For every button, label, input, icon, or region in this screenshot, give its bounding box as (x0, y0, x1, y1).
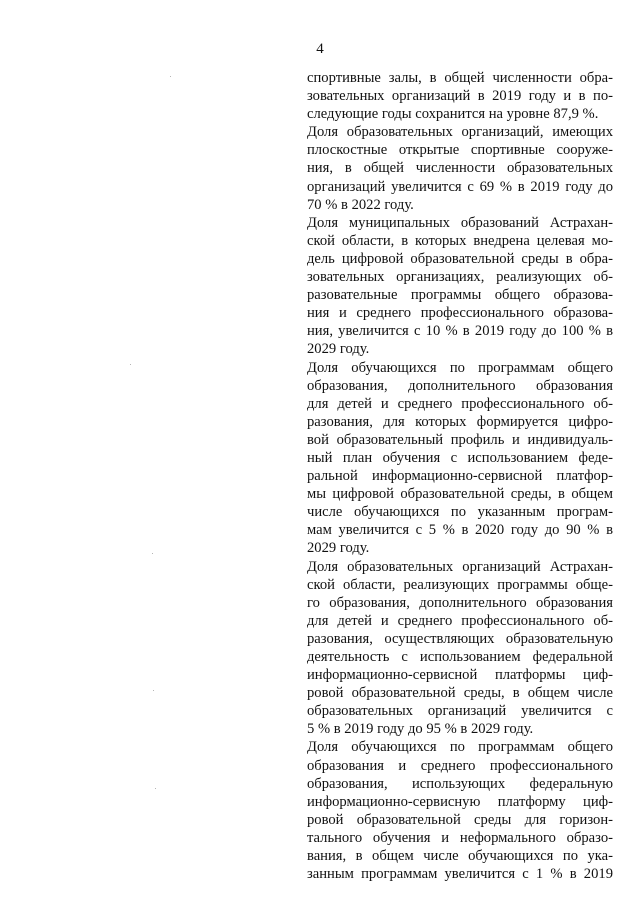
scan-speck (170, 76, 171, 77)
scan-speck (130, 364, 131, 365)
text-line: ный план обучения с использованием феде- (307, 449, 613, 466)
scan-speck (153, 690, 154, 691)
text-line: спортивные залы, в общей численности обра- (307, 70, 613, 86)
text-line: образования и среднего профессионального (307, 757, 613, 774)
text-line: плоскостные открытые спортивные сооруже- (307, 142, 613, 159)
paragraph (307, 69, 613, 123)
paragraph (307, 214, 613, 359)
text-line: разования, для которых формируется цифро- (307, 413, 613, 430)
page-number: 4 (316, 41, 324, 57)
text-line: для детей и среднего профессионального об- (307, 612, 613, 629)
text-line: ния, в общей численности образовательных (307, 160, 613, 177)
paragraph (307, 558, 613, 739)
text-line: 2029 году. (307, 341, 370, 358)
paragraph (307, 123, 613, 213)
text-line: ния и среднего профессионального образова- (307, 305, 613, 322)
text-line: 70 % в 2022 году. (307, 196, 414, 213)
text-line: вой образовательный профиль и индивидуаль- (307, 431, 613, 448)
text-line: для детей и среднего профессионального об- (307, 395, 613, 412)
text-line: информационно-сервисную платформу циф- (307, 793, 613, 810)
paragraph (307, 359, 613, 558)
text-line: деятельность с использованием федеральной (307, 649, 613, 665)
text-line: Доля образовательных организаций Астрахан- (307, 558, 613, 575)
text-line: 5 % в 2019 году до 95 % в 2029 году. (307, 721, 534, 738)
text-line: Доля обучающихся по программам общего (307, 359, 613, 376)
text-line: занным программам увеличится с 1 % в 2019 (307, 866, 613, 883)
text-line: го образования, дополнительного образования (307, 594, 613, 611)
text-line: образования, дополнительного образования (307, 377, 613, 394)
text-line: ской области, реализующих программы обще- (307, 576, 613, 593)
text-line: ральной информационно-сервисной платфор- (307, 468, 613, 485)
text-line: зовательных организаций в 2019 году и в по- (307, 88, 613, 105)
text-line: организаций увеличится с 69 % в 2019 году до (307, 178, 613, 195)
text-line: ской области, в которых внедрена целевая мо- (307, 232, 613, 249)
text-line: разования, осуществляющих образовательную (307, 630, 613, 647)
text-line: образовательных организаций увеличится с (307, 703, 613, 720)
document-text-column (307, 69, 613, 883)
text-line: ровой образовательной среды, в общем числе (307, 685, 613, 702)
text-line: вания, в общем числе обучающихся по ука- (307, 848, 613, 865)
paragraph (307, 738, 613, 883)
text-line: следующие годы сохранится на уровне 87,9 %. (307, 106, 599, 123)
text-line: мам увеличится с 5 % в 2020 году до 90 % в (307, 522, 613, 539)
text-line: числе обучающихся по указанным програм- (307, 504, 613, 521)
scan-speck (155, 788, 156, 789)
text-line: ния, увеличится с 10 % в 2019 году до 100 % в (307, 323, 613, 340)
scan-speck (152, 553, 153, 554)
text-line: 2029 году. (307, 540, 370, 557)
text-line: Доля образовательных организаций, имеющих (307, 124, 613, 141)
text-line: мы цифровой образовательной среды, в общем (307, 486, 613, 503)
text-line: Доля муниципальных образований Астрахан- (307, 214, 613, 231)
text-line: дель цифровой образовательной среды в обра- (307, 250, 613, 267)
text-line: ровой образовательной среды для горизон- (307, 811, 613, 828)
text-line: информационно-сервисной платформы циф- (307, 667, 613, 684)
text-line: тального обучения и неформального образо- (307, 829, 613, 846)
text-line: образования, использующих федеральную (307, 775, 613, 792)
text-line: разовательные программы общего образова- (307, 287, 613, 304)
text-line: Доля обучающихся по программам общего (307, 739, 613, 756)
text-line: зовательных организациях, реализующих об- (307, 269, 613, 286)
